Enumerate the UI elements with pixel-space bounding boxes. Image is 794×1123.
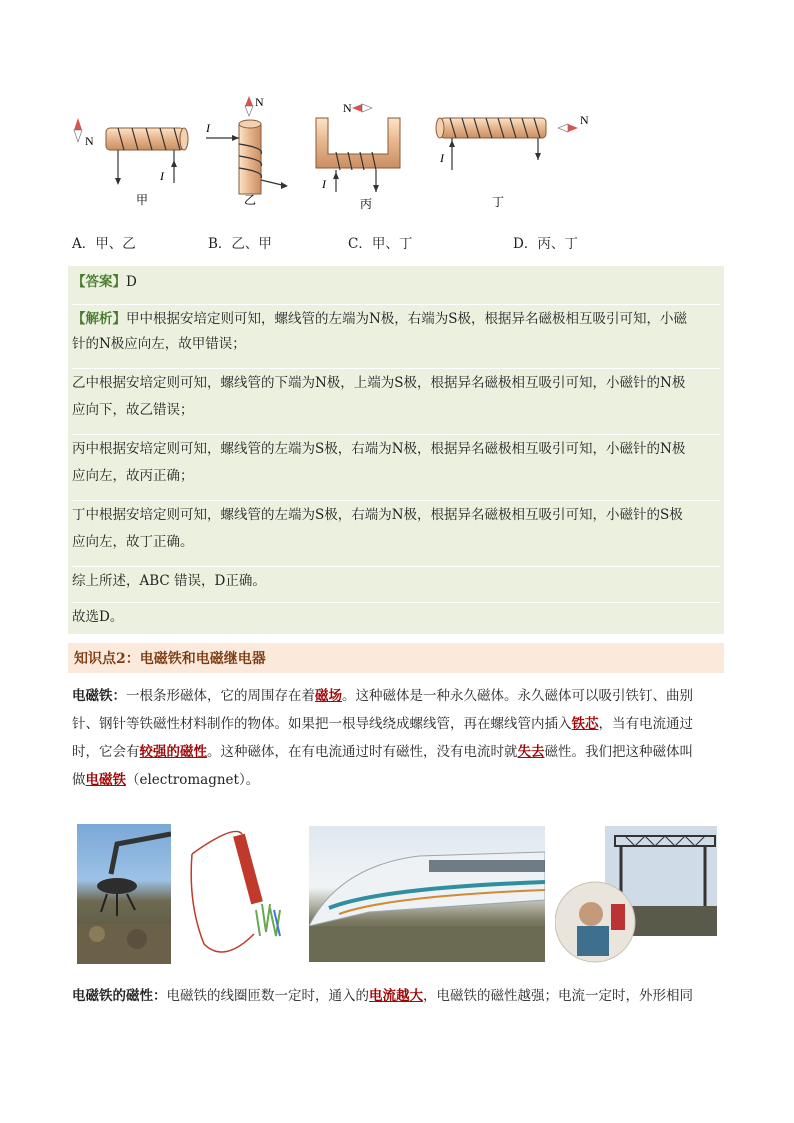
compass-needle-icon	[74, 118, 82, 130]
analysis-line: 丁中根据安培定则可知，螺线管的左端为S极，右端为N极，根据异名磁极相互吸引可知，小磁针的S极	[72, 500, 720, 529]
electromagnet-paragraph	[72, 682, 724, 794]
compass-needle-icon	[245, 96, 253, 106]
scrap-magnet-crane-photo	[77, 824, 171, 964]
analysis-line: 应向下，故乙错误；	[72, 402, 194, 418]
analysis-line: 乙中根据安培定则可知，螺线管的下端为N极，上端为S极，根据异名磁极相互吸引可知，小磁针的N极	[72, 368, 720, 397]
answer-line	[72, 268, 720, 296]
para-line: 做电磁铁（electromagnet）。	[72, 772, 260, 788]
svg-text:N: N	[255, 95, 264, 109]
analysis-line: 应向左，故丙正确；	[72, 468, 194, 484]
knowledge-heading	[68, 643, 724, 673]
keyword: 电流越大	[369, 988, 423, 1004]
analysis-line: 针的N极应向左，故甲错误；	[72, 336, 246, 352]
keyword: 失去	[517, 744, 545, 760]
keyword: 铁芯	[571, 716, 599, 732]
caption-yi: 乙	[244, 193, 257, 207]
analysis-line: 应向左，故丁正确。	[72, 534, 194, 550]
keyword: 较强的磁性	[139, 744, 207, 760]
analysis-line: 综上所述，ABC 错误，D正确。	[72, 566, 720, 595]
compass-needle-icon	[558, 124, 568, 132]
magnetism-paragraph	[72, 982, 724, 1010]
answer-value: D	[126, 274, 137, 290]
solenoid-diagrams	[60, 88, 620, 218]
keyword: 电磁铁	[85, 772, 126, 788]
caption-ding: 丁	[492, 195, 505, 209]
answer-tag: 【答案】	[72, 274, 126, 290]
diagram-yi	[205, 95, 288, 207]
option-c: C．甲、丁	[348, 236, 413, 252]
maglev-train-photo	[309, 826, 545, 962]
para-line: 电磁铁的磁性：电磁铁的线圈匝数一定时，通入的电流越大，电磁铁的磁性越强；电流一定时，外形相同	[72, 988, 693, 1004]
para-line: 时，它会有较强的磁性。这种磁体，在有电流通过时有磁性，没有电流时就失去磁性。我们把这种磁体叫	[72, 744, 693, 760]
diagram-jia	[74, 118, 188, 207]
option-d: D．丙、丁	[513, 236, 578, 252]
analysis-line: 故选D。	[72, 602, 720, 631]
compass-needle-icon	[352, 104, 362, 112]
para-line: 电磁铁：一根条形磁体，它的周围存在着磁场。这种磁体是一种永久磁体。永久磁体可以吸引铁钉、曲别	[72, 688, 693, 704]
analysis-line: 【解析】甲中根据安培定则可知，螺线管的左端为N极，右端为S极，根据异名磁极相互吸引可知，小磁	[72, 304, 720, 333]
svg-text:N: N	[343, 101, 352, 115]
option-a: A．甲、乙	[72, 236, 136, 252]
svg-text:I: I	[160, 169, 164, 183]
caption-bing: 丙	[360, 197, 373, 211]
svg-text:I: I	[440, 151, 444, 165]
electromagnet-paperclips-photo	[184, 824, 292, 964]
diagram-ding	[436, 113, 589, 209]
svg-text:I: I	[206, 121, 210, 135]
para-line: 针、钢针等铁磁性材料制作的物体。如果把一根导线绕成螺线管，再在螺线管内插入铁芯，当有电流通过	[72, 716, 693, 732]
svg-text:N: N	[580, 113, 589, 127]
solution-panel	[68, 266, 724, 634]
analysis-line: 丙中根据安培定则可知，螺线管的左端为S极，右端为N极，根据异名磁极相互吸引可知，小磁针的N极	[72, 434, 720, 463]
gantry-crane-photo	[555, 826, 717, 964]
option-b: B．乙、甲	[208, 236, 272, 252]
knowledge-heading-text: 知识点2：电磁铁和电磁继电器	[74, 651, 266, 667]
svg-text:I: I	[322, 177, 326, 191]
diagram-bing	[316, 101, 400, 211]
answer-options	[72, 232, 722, 252]
caption-jia: 甲	[136, 193, 149, 207]
compass-north-label: N	[85, 134, 94, 148]
analysis-tag: 【解析】	[72, 311, 126, 327]
keyword: 磁场	[315, 688, 342, 704]
